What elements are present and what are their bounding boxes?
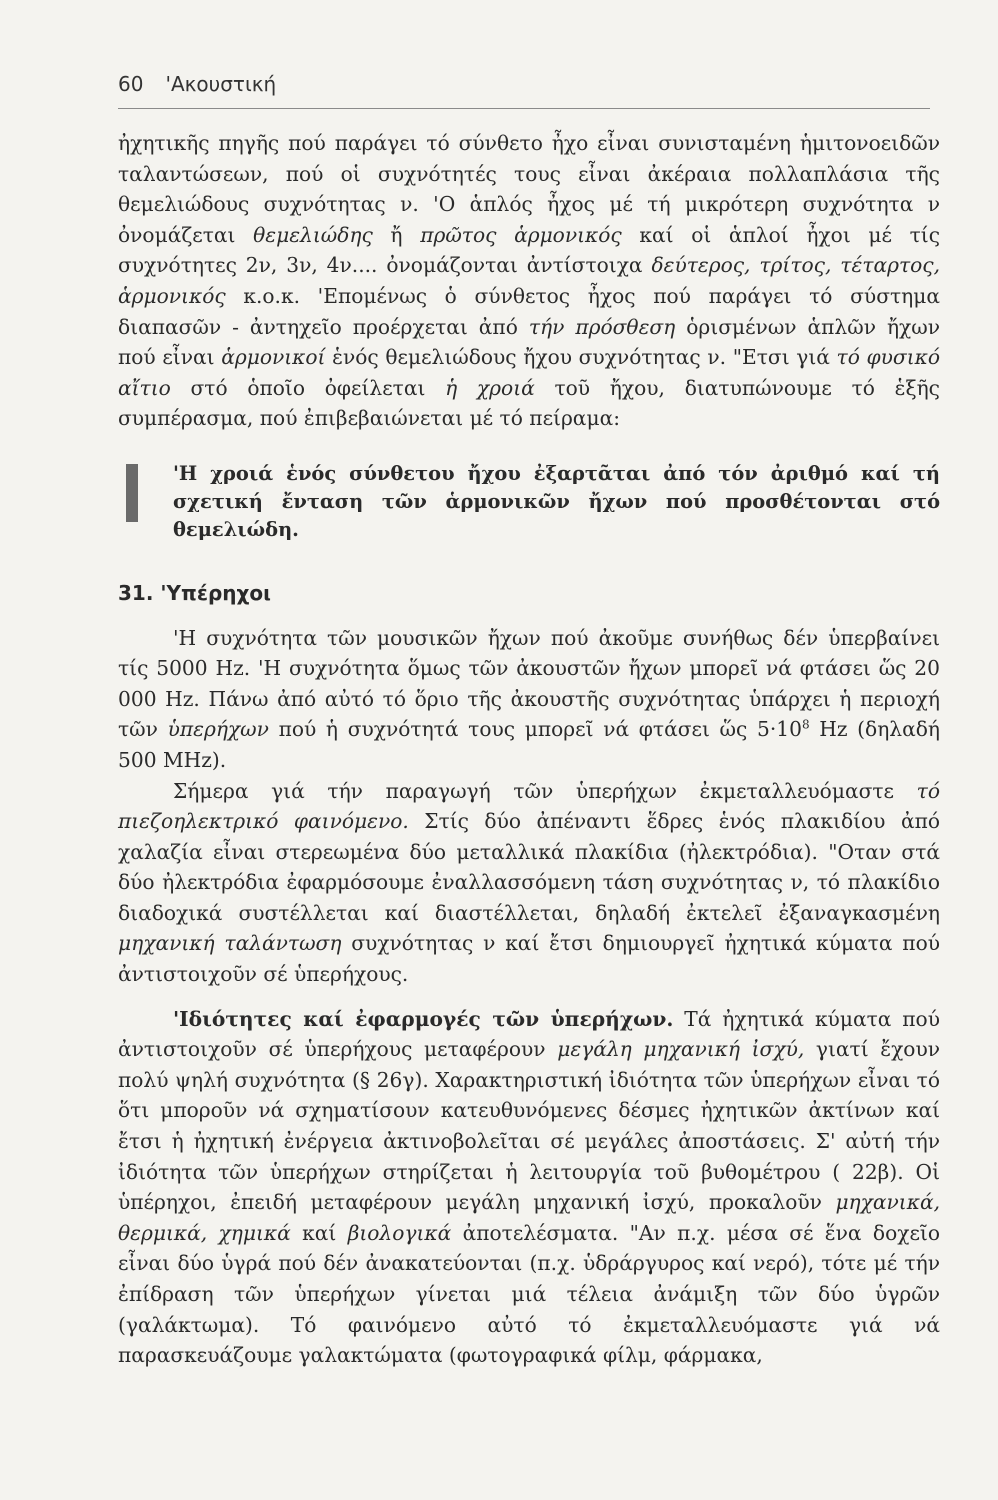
italic-term: πρῶτος ἁρμονικός [420, 222, 622, 247]
text-run: καί οἱ ἁπλοί ἦχοι μέ τίς συχνότητες 2ν, 3ν, 4ν.... ὀνομάζονται ἀντίστοιχα [118, 222, 940, 278]
page-number: 60 [118, 72, 144, 96]
text-run: τοῦ ἤχου, διατυπώνουμε τό ἑξῆς συμπέρασμα, πού ἐπιβεβαιώνεται μέ τό πείραμα: [118, 375, 940, 431]
italic-term: τήν πρόσθεση [528, 314, 676, 339]
chapter-title: 'Ακουστική [165, 72, 277, 96]
italic-term: θεμελιώδης [253, 222, 373, 247]
paragraph-ultrasound-intro [118, 623, 940, 776]
text-run: 'Η συχνότητα τῶν μουσικῶν ἤχων πού ἀκοῦμε συνήθως δέν ὑπερβαίνει τίς 5000 Hz. 'Η συχνότητα ὅμως τῶν ἀκουστῶν ἤχων μπορεῖ νά φτάσει ὥς 20 000 Hz. Πάνω ἀπό αὐτό τό ὅριο τῆς ἀκουστῆς συχνότητας ὑπάρχει ἡ περιοχή τῶν [118, 625, 940, 742]
text-run: ἑνός θεμελιώδους ἤχου συχνότητας ν. "Ετσι γιά [325, 345, 837, 370]
text-run: ἀποτελέσματα. "Αν π.χ. μέσα σέ ἕνα δοχεῖο εἶναι δύο ὑγρά πού δέν ἀνακατεύονται (π.χ. ὑδράργυρος καί νερό), τότε μέ τήν ἐπίδραση τῶν ὑπερήχων γίνεται μιά τέλεια ἀνάμιξη τῶν δύο ὑγρῶν (γαλάκτωμα). Τό φαινόμενο αὐτό τό ἐκμεταλλευόμαστε γιά νά παρασκευάζουμε γαλακτώματα (φωτογραφικά φίλμ, φάρμακα, [118, 1220, 940, 1368]
text-run: Hz (δηλαδή 500 MHz). [118, 717, 940, 772]
italic-term: ἁρμονικοί [221, 345, 326, 370]
text-run: γιατί ἔχουν πολύ ψηλή συχνότητα (§ 26γ). Χαρακτηριστική ἰδιότητα τῶν ὑπερήχων εἶναι τό ὅτι μποροῦν νά σχηματίσουν κατευθυνόμενες δέσμες ἠχητικῶν ἀκτίνων καί ἔτσι ἡ ἠχητική ἐνέργεια ἀκτινοβολεῖται σέ μεγάλες ἀποστάσεις. Σ' αὐτή τήν ἰδιότητα τῶν ὑπερήχων στηρίζεται ἡ λειτουργία τοῦ βυθομέτρου ( 22β). Οἱ ὑπέρηχοι, ἐπειδή μεταφέρουν μεγάλη μηχανική ἰσχύ, προκαλοῦν [118, 1037, 941, 1215]
text-run: Στίς δύο ἀπέναντι ἕδρες ἑνός πλακιδίου ἀπό χαλαζία εἶναι στερεωμένα δύο μεταλλικά πλακίδια (ἠλεκτρόδια). "Οταν στά δύο ἠλεκτρόδια ἐφαρμόσουμε ἐναλλασσόμενη τάση συχνότητας ν, τό πλακίδιο διαδοχικά συστέλλεται καί διαστέλλεται, δηλαδή ἐκτελεῖ ἐξαναγκασμένη [118, 809, 940, 925]
header-rule [118, 108, 930, 109]
page-body [118, 128, 940, 1371]
paragraph-applications [118, 1004, 940, 1371]
text-run: καί [290, 1220, 348, 1245]
text-run: στό ὁποῖο ὀφείλεται [170, 375, 446, 400]
italic-term: βιολογικά [347, 1220, 452, 1245]
page-header [118, 72, 930, 96]
italic-term: μεγάλη μηχανική ἰσχύ, [557, 1037, 805, 1062]
text-run: ἠχητικῆς πηγῆς πού παράγει τό σύνθετο ἦχο εἶναι συνισταμένη ἡμιτονοειδῶν ταλαντώσεων, πού οἱ συχνότητές τους εἶναι ἀκέραια πολλαπλάσια τῆς θεμελιώδους συχνότητας ν. 'Ο ἁπλός ἦχος μέ τή μικρότερη συχνότητα ν ὀνομάζεται [118, 131, 940, 247]
text-run: πού ἡ συχνότητά τους μπορεῖ νά φτάσει ὥς 5·10 [268, 717, 802, 742]
law-statement: 'Η χροιά ἑνός σύνθετου ἤχου ἐξαρτᾶται ἀπό τόν ἀριθμό καί τή σχετική ἔνταση τῶν ἁρμονικῶν ἤχων πού προσθέτονται στό θεμελιώδη. [173, 461, 940, 541]
italic-term: ὑπερήχων [167, 717, 269, 742]
bold-subheading: 'Ιδιότητες καί ἐφαρμογές τῶν ὑπερήχων. [173, 1006, 674, 1031]
margin-bar [126, 464, 138, 522]
italic-term: μηχανικά, θερμικά, χημικά [118, 1190, 940, 1245]
superscript: 8 [801, 717, 810, 732]
text-run: ἤ [372, 222, 421, 247]
italic-term: τό φυσικό αἴτιο [118, 345, 940, 400]
text-run: κ.ο.κ. 'Επομένως ὁ σύνθετος ἦχος πού παράγει τό σύστημα διαπασῶν - ἀντηχεῖο προέρχεται ἀπό [118, 283, 940, 339]
italic-term: τό πιεζοηλεκτρικό φαινόμενο. [118, 778, 940, 834]
italic-term: μηχανική ταλάντωση [118, 931, 342, 956]
section-heading: 31. 'Υπέρηχοι [118, 580, 271, 605]
italic-term: ἡ χροιά [445, 375, 535, 400]
text-run: Τά ἠχητικά κύματα πού ἀντιστοιχοῦν σέ ὑπερήχους μεταφέρουν [118, 1006, 940, 1062]
text-run: ὁρισμένων ἁπλῶν ἤχων πού εἶναι [118, 314, 941, 370]
text-run: συχνότητας ν καί ἔτσι δημιουργεῖ ἠχητικά κύματα πού ἀντιστοιχοῦν σέ ὑπερήχους. [118, 931, 940, 987]
paragraph-piezoelectric [118, 776, 940, 990]
paragraph-harmonics [118, 128, 940, 434]
italic-term: δεύτερος, τρίτος, τέταρτος, ἁρμονικός [118, 253, 940, 308]
text-run: Σήμερα γιά τήν παραγωγή τῶν ὑπερήχων ἐκμεταλλευόμαστε [173, 778, 917, 803]
law-statement-box [118, 460, 940, 544]
